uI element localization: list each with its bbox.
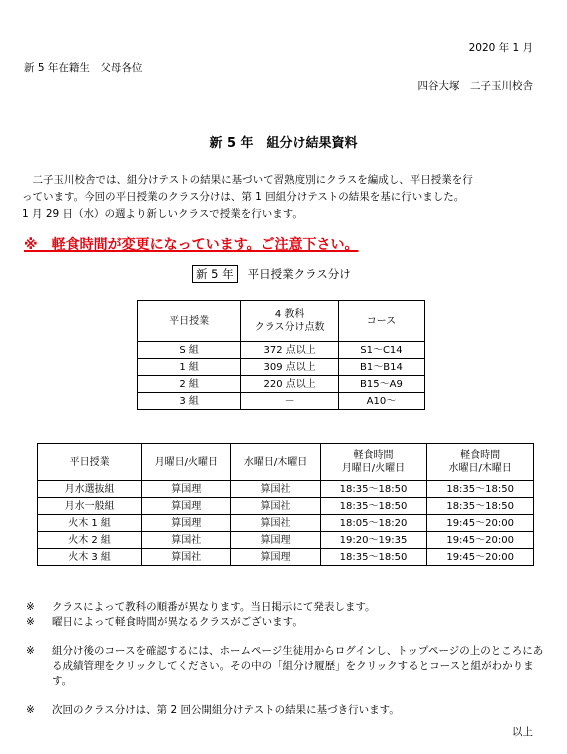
table-row	[38, 481, 534, 498]
note-item	[26, 703, 546, 718]
table-cell: 算国理	[231, 549, 320, 566]
table-cell: 2 組	[138, 376, 241, 393]
table-cell: B15～A9	[338, 376, 424, 393]
header-cell: 水曜日/木曜日	[231, 444, 320, 481]
table-cell: 19:45～20:00	[427, 549, 534, 566]
table-cell: 算国社	[231, 515, 320, 532]
table-cell: A10～	[338, 393, 424, 410]
header-cell: 4 教科 クラス分け点数	[241, 301, 339, 342]
table-cell: 算国社	[231, 498, 320, 515]
school-name: 四谷大塚 二子玉川校舎	[417, 80, 533, 92]
table-row	[138, 342, 425, 359]
table-cell: 18:35～18:50	[320, 481, 427, 498]
addressee: 新 5 年在籍生 父母各位	[24, 62, 143, 74]
table-row	[138, 359, 425, 376]
intro-line: 二子玉川校舎では、組分けテストの結果に基づいて習熟度別にクラスを編成し、平日授業を行	[22, 174, 473, 186]
weekly-schedule-table	[37, 443, 534, 566]
table-header-row	[38, 444, 534, 481]
note-text: 曜日によって軽食時間が異なるクラスがございます。	[52, 616, 303, 628]
table-cell: 19:20～19:35	[320, 532, 427, 549]
table-row	[38, 532, 534, 549]
table-cell: S1～C14	[338, 342, 424, 359]
table-cell: 算国社	[142, 549, 231, 566]
header-cell: 軽食時間 水曜日/木曜日	[427, 444, 534, 481]
table-cell: 算国理	[142, 481, 231, 498]
grade-label: 新 5 年	[192, 265, 238, 283]
table-header-row	[138, 301, 425, 342]
table-cell: B1～B14	[338, 359, 424, 376]
table-row	[38, 549, 534, 566]
note-mark: ※	[26, 601, 35, 613]
table-cell: 月水選抜組	[38, 481, 142, 498]
notes-section	[26, 600, 546, 718]
note-mark: ※	[26, 645, 35, 657]
table-cell: 18:05～18:20	[320, 515, 427, 532]
document-title: 新 5 年 組分け結果資料	[209, 136, 358, 151]
note-text: クラスによって教科の順番が異なります。当日掲示にて発表します。	[52, 601, 376, 613]
table-cell: 算国理	[142, 515, 231, 532]
table-cell: 算国理	[142, 498, 231, 515]
table-cell: 火木 1 組	[38, 515, 142, 532]
table-cell: 220 点以上	[241, 376, 339, 393]
table-cell: 月水一般組	[38, 498, 142, 515]
table-cell: 372 点以上	[241, 342, 339, 359]
table-row	[138, 376, 425, 393]
note-item	[26, 600, 546, 615]
table-row	[38, 498, 534, 515]
header-cell: 月曜日/火曜日	[142, 444, 231, 481]
table-row	[138, 393, 425, 410]
heading-text: 平日授業クラス分け	[247, 267, 351, 281]
header-cell: コース	[338, 301, 424, 342]
note-text: 組分け後のコースを確認するには、ホームページ生徒用からログインし、トップページの上のところにある成績管理をクリックしてください。その中の「組分け履歴」をクリックするとコースと組がわかります。	[52, 645, 544, 687]
note-item	[26, 644, 546, 689]
table-cell: 18:35～18:50	[427, 498, 534, 515]
table-cell: －	[241, 393, 339, 410]
intro-paragraph	[22, 172, 542, 223]
closing-text: 以上	[512, 726, 533, 738]
table-cell: 19:45～20:00	[427, 515, 534, 532]
table-cell: 19:45～20:00	[427, 532, 534, 549]
table-cell: S 組	[138, 342, 241, 359]
table-cell: 309 点以上	[241, 359, 339, 376]
header-cell: 平日授業	[138, 301, 241, 342]
intro-line: 1 月 29 日（水）の週より新しいクラスで授業を行います。	[22, 208, 303, 220]
document-date: 2020 年 1 月	[468, 42, 533, 54]
note-item	[26, 615, 546, 630]
table-cell: 18:35～18:50	[320, 498, 427, 515]
table-cell: 3 組	[138, 393, 241, 410]
table-cell: 算国理	[231, 532, 320, 549]
table-row	[38, 515, 534, 532]
intro-line: っています。今回の平日授業のクラス分けは、第 1 回組分けテストの結果を基に行いました。	[22, 191, 465, 203]
header-cell: 平日授業	[38, 444, 142, 481]
note-text: 次回のクラス分けは、第 2 回公開組分けテストの結果に基づき行います。	[52, 704, 400, 716]
header-cell: 軽食時間 月曜日/火曜日	[320, 444, 427, 481]
table-cell: 1 組	[138, 359, 241, 376]
table-cell: 算国社	[231, 481, 320, 498]
class-score-table	[137, 300, 425, 410]
table-cell: 算国社	[142, 532, 231, 549]
class-assignment-heading	[192, 266, 351, 282]
table-cell: 18:35～18:50	[320, 549, 427, 566]
snack-time-notice: ※ 軽食時間が変更になっています。ご注意下さい。	[24, 237, 359, 253]
table-cell: 火木 2 組	[38, 532, 142, 549]
note-mark: ※	[26, 616, 35, 628]
table-cell: 火木 3 組	[38, 549, 142, 566]
table-cell: 18:35～18:50	[427, 481, 534, 498]
note-mark: ※	[26, 704, 35, 716]
